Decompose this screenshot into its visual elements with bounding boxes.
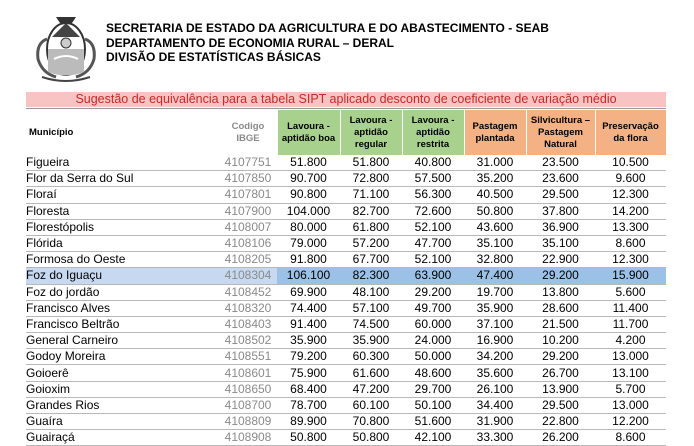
- table-row: [26, 252, 666, 268]
- codigo-cell: 4108452: [219, 284, 277, 300]
- silvicultura-cell: 10.200: [526, 333, 595, 349]
- silvicultura-cell: 35.100: [526, 235, 595, 251]
- municipio-cell: Flor da Serra do Sul: [26, 171, 219, 187]
- lavoura-regular-cell: 35.900: [340, 333, 402, 349]
- municipio-cell: Flórida: [26, 235, 219, 251]
- preservacao-cell: 14.200: [595, 203, 666, 219]
- pastagem-cell: 16.900: [464, 333, 526, 349]
- lavoura-regular-cell: 74.500: [340, 316, 402, 332]
- table-row: [26, 381, 666, 397]
- municipio-cell: Goioxim: [26, 381, 219, 397]
- lavoura-regular-cell: 57.200: [340, 235, 402, 251]
- table-row: [26, 171, 666, 187]
- preservacao-cell: 13.100: [595, 365, 666, 381]
- table-banner: Sugestão de equivalência para a tabela SIPT aplicado desconto de coeficiente de variação médio: [26, 92, 666, 107]
- lavoura-boa-cell: 80.000: [277, 219, 340, 235]
- preservacao-cell: 12.200: [595, 414, 666, 430]
- silvicultura-cell: 26.700: [526, 365, 595, 381]
- preservacao-cell: 12.300: [595, 252, 666, 268]
- lavoura-boa-cell: 91.400: [277, 316, 340, 332]
- silvicultura-cell: 26.200: [526, 430, 595, 446]
- lavoura-restrita-cell: 48.600: [402, 365, 464, 381]
- codigo-cell: 4108320: [219, 300, 277, 316]
- lavoura-regular-cell: 67.700: [340, 252, 402, 268]
- pastagem-cell: 32.800: [464, 252, 526, 268]
- header-line-secretaria: SECRETARIA DE ESTADO DA AGRICULTURA E DO ABASTECIMENTO - SEAB: [106, 21, 549, 35]
- pastagem-cell: 33.300: [464, 430, 526, 446]
- pastagem-cell: 31.900: [464, 414, 526, 430]
- municipio-cell: Francisco Alves: [26, 300, 219, 316]
- table-row: [26, 235, 666, 251]
- parana-coat-of-arms-icon: [30, 9, 102, 83]
- silvicultura-cell: 13.900: [526, 381, 595, 397]
- preservacao-cell: 13.000: [595, 397, 666, 413]
- col-lavoura-regular: Lavoura - aptidão regular: [340, 110, 402, 155]
- table-row: [26, 430, 666, 446]
- preservacao-cell: 11.700: [595, 316, 666, 332]
- codigo-cell: 4107900: [219, 203, 277, 219]
- codigo-cell: 4108502: [219, 333, 277, 349]
- lavoura-restrita-cell: 60.000: [402, 316, 464, 332]
- municipio-cell: Florestópolis: [26, 219, 219, 235]
- codigo-cell: 4108304: [219, 268, 277, 284]
- codigo-cell: 4108908: [219, 430, 277, 446]
- codigo-cell: 4108700: [219, 397, 277, 413]
- lavoura-regular-cell: 51.800: [340, 155, 402, 171]
- silvicultura-cell: 37.800: [526, 203, 595, 219]
- municipio-cell: General Carneiro: [26, 333, 219, 349]
- pastagem-cell: 40.500: [464, 187, 526, 203]
- table-row: [26, 187, 666, 203]
- pastagem-cell: 31.000: [464, 155, 526, 171]
- lavoura-boa-cell: 51.800: [277, 155, 340, 171]
- silvicultura-cell: 23.500: [526, 155, 595, 171]
- lavoura-restrita-cell: 56.300: [402, 187, 464, 203]
- lavoura-restrita-cell: 40.800: [402, 155, 464, 171]
- preservacao-cell: 9.600: [595, 171, 666, 187]
- silvicultura-cell: 36.900: [526, 219, 595, 235]
- preservacao-cell: 15.900: [595, 268, 666, 284]
- silvicultura-cell: 29.500: [526, 187, 595, 203]
- silvicultura-cell: 29.500: [526, 397, 595, 413]
- preservacao-cell: 11.400: [595, 300, 666, 316]
- lavoura-boa-cell: 90.800: [277, 187, 340, 203]
- silvicultura-cell: 29.200: [526, 349, 595, 365]
- lavoura-regular-cell: 71.100: [340, 187, 402, 203]
- col-lavoura-boa: Lavoura - aptidão boa: [277, 110, 340, 155]
- municipio-cell: Grandes Rios: [26, 397, 219, 413]
- lavoura-boa-cell: 106.100: [277, 268, 340, 284]
- silvicultura-cell: 13.800: [526, 284, 595, 300]
- lavoura-restrita-cell: 50.100: [402, 397, 464, 413]
- banner-divider: [26, 108, 666, 109]
- lavoura-regular-cell: 50.800: [340, 430, 402, 446]
- lavoura-restrita-cell: 42.100: [402, 430, 464, 446]
- lavoura-boa-cell: 35.900: [277, 333, 340, 349]
- lavoura-regular-cell: 60.300: [340, 349, 402, 365]
- lavoura-restrita-cell: 29.700: [402, 381, 464, 397]
- preservacao-cell: 13.300: [595, 219, 666, 235]
- pastagem-cell: 35.600: [464, 365, 526, 381]
- lavoura-boa-cell: 74.400: [277, 300, 340, 316]
- table-row: [26, 268, 666, 284]
- lavoura-restrita-cell: 47.700: [402, 235, 464, 251]
- preservacao-cell: 10.500: [595, 155, 666, 171]
- table-row: [26, 365, 666, 381]
- silvicultura-cell: 28.600: [526, 300, 595, 316]
- lavoura-restrita-cell: 51.600: [402, 414, 464, 430]
- table-row: [26, 333, 666, 349]
- lavoura-restrita-cell: 29.200: [402, 284, 464, 300]
- lavoura-regular-cell: 60.100: [340, 397, 402, 413]
- lavoura-restrita-cell: 57.500: [402, 171, 464, 187]
- table-row: [26, 155, 666, 171]
- codigo-cell: 4108007: [219, 219, 277, 235]
- col-municipio: Município: [26, 110, 219, 155]
- preservacao-cell: 8.600: [595, 430, 666, 446]
- col-codigo-ibge: Codigo IBGE: [219, 110, 277, 155]
- col-preservacao: Preservação da flora: [595, 110, 666, 155]
- table-row: [26, 414, 666, 430]
- lavoura-boa-cell: 91.800: [277, 252, 340, 268]
- municipio-cell: Foz do jordão: [26, 284, 219, 300]
- silvicultura-cell: 29.200: [526, 268, 595, 284]
- codigo-cell: 4108601: [219, 365, 277, 381]
- municipio-cell: Formosa do Oeste: [26, 252, 219, 268]
- pastagem-cell: 43.600: [464, 219, 526, 235]
- municipio-cell: Floresta: [26, 203, 219, 219]
- col-pastagem: Pastagem plantada: [464, 110, 526, 155]
- lavoura-restrita-cell: 63.900: [402, 268, 464, 284]
- table-row: [26, 203, 666, 219]
- lavoura-boa-cell: 50.800: [277, 430, 340, 446]
- table-row: [26, 219, 666, 235]
- pastagem-cell: 35.900: [464, 300, 526, 316]
- pastagem-cell: 47.400: [464, 268, 526, 284]
- pastagem-cell: 37.100: [464, 316, 526, 332]
- lavoura-boa-cell: 75.900: [277, 365, 340, 381]
- table-row: [26, 349, 666, 365]
- preservacao-cell: 5.700: [595, 381, 666, 397]
- municipio-cell: Goioerê: [26, 365, 219, 381]
- header-line-divisao: DIVISÃO DE ESTATÍSTICAS BÁSICAS: [106, 50, 321, 64]
- lavoura-restrita-cell: 72.600: [402, 203, 464, 219]
- preservacao-cell: 13.000: [595, 349, 666, 365]
- codigo-cell: 4107850: [219, 171, 277, 187]
- lavoura-boa-cell: 90.700: [277, 171, 340, 187]
- lavoura-regular-cell: 61.800: [340, 219, 402, 235]
- municipio-cell: Francisco Beltrão: [26, 316, 219, 332]
- municipio-cell: Godoy Moreira: [26, 349, 219, 365]
- table-row: [26, 284, 666, 300]
- lavoura-restrita-cell: 49.700: [402, 300, 464, 316]
- codigo-cell: 4108205: [219, 252, 277, 268]
- lavoura-boa-cell: 68.400: [277, 381, 340, 397]
- lavoura-regular-cell: 57.100: [340, 300, 402, 316]
- lavoura-boa-cell: 79.000: [277, 235, 340, 251]
- lavoura-regular-cell: 47.200: [340, 381, 402, 397]
- col-lavoura-restrita: Lavoura - aptidão restrita: [402, 110, 464, 155]
- table-row: [26, 300, 666, 316]
- silvicultura-cell: 23.600: [526, 171, 595, 187]
- codigo-cell: 4108403: [219, 316, 277, 332]
- municipio-cell: Guairaçá: [26, 430, 219, 446]
- lavoura-regular-cell: 61.600: [340, 365, 402, 381]
- lavoura-boa-cell: 79.200: [277, 349, 340, 365]
- lavoura-restrita-cell: 52.100: [402, 219, 464, 235]
- document-header: [0, 0, 694, 90]
- lavoura-boa-cell: 89.900: [277, 414, 340, 430]
- municipio-cell: Floraí: [26, 187, 219, 203]
- municipio-cell: Figueira: [26, 155, 219, 171]
- lavoura-boa-cell: 69.900: [277, 284, 340, 300]
- codigo-cell: 4108650: [219, 381, 277, 397]
- table-header-row: [26, 110, 666, 155]
- silvicultura-cell: 22.900: [526, 252, 595, 268]
- table-row: [26, 316, 666, 332]
- preservacao-cell: 5.600: [595, 284, 666, 300]
- pastagem-cell: 26.100: [464, 381, 526, 397]
- pastagem-cell: 50.800: [464, 203, 526, 219]
- preservacao-cell: 12.300: [595, 187, 666, 203]
- equivalence-table: [26, 110, 667, 446]
- lavoura-restrita-cell: 24.000: [402, 333, 464, 349]
- lavoura-regular-cell: 70.800: [340, 414, 402, 430]
- codigo-cell: 4107751: [219, 155, 277, 171]
- lavoura-restrita-cell: 50.000: [402, 349, 464, 365]
- lavoura-restrita-cell: 52.100: [402, 252, 464, 268]
- lavoura-regular-cell: 72.800: [340, 171, 402, 187]
- preservacao-cell: 4.200: [595, 333, 666, 349]
- codigo-cell: 4108106: [219, 235, 277, 251]
- lavoura-regular-cell: 48.100: [340, 284, 402, 300]
- codigo-cell: 4108809: [219, 414, 277, 430]
- table-row: [26, 397, 666, 413]
- lavoura-boa-cell: 104.000: [277, 203, 340, 219]
- codigo-cell: 4107801: [219, 187, 277, 203]
- lavoura-boa-cell: 78.700: [277, 397, 340, 413]
- municipio-cell: Foz do Iguaçu: [26, 268, 219, 284]
- pastagem-cell: 19.700: [464, 284, 526, 300]
- silvicultura-cell: 21.500: [526, 316, 595, 332]
- pastagem-cell: 35.100: [464, 235, 526, 251]
- lavoura-regular-cell: 82.700: [340, 203, 402, 219]
- pastagem-cell: 34.200: [464, 349, 526, 365]
- preservacao-cell: 8.600: [595, 235, 666, 251]
- pastagem-cell: 34.400: [464, 397, 526, 413]
- silvicultura-cell: 22.800: [526, 414, 595, 430]
- pastagem-cell: 35.200: [464, 171, 526, 187]
- codigo-cell: 4108551: [219, 349, 277, 365]
- col-silvicultura: Silvicultura – Pastagem Natural: [526, 110, 595, 155]
- header-line-departamento: DEPARTAMENTO DE ECONOMIA RURAL – DERAL: [106, 35, 395, 50]
- municipio-cell: Guaíra: [26, 414, 219, 430]
- lavoura-regular-cell: 82.300: [340, 268, 402, 284]
